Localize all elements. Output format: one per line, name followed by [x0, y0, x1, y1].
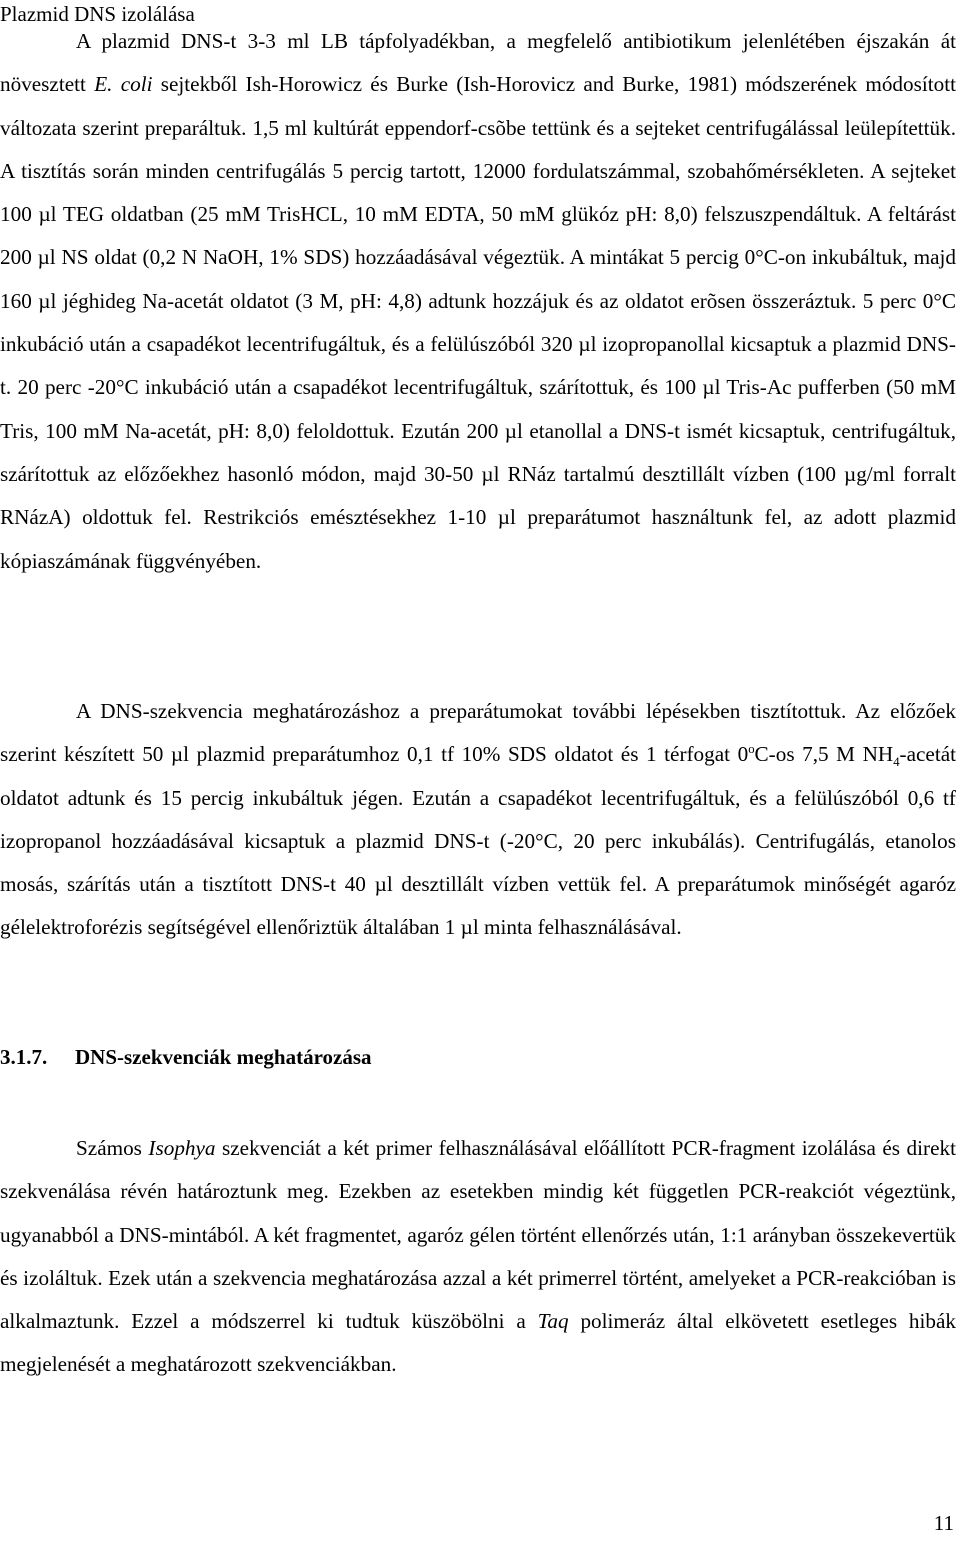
text-run: A DNS-szekvencia meghatározáshoz a preparátumokat további lépésekben tisztítottuk. Az előzőek szerint készített 50 µl plazmid preparátumhoz 0,1 tf 10% SDS oldatot és 1 térfogat 0: [0, 699, 956, 767]
text-run: szekvenciát a két primer felhasználásával előállított PCR-fragment izolálása és direkt szekvenálása révén határoztunk meg. Ezekben az esetekben mindig két független PCR-reakciót végeztünk, ugyanabból a DNS-mintából. A két fragmentet, agaróz gélen történt ellenőrzés után, 1:1 arányban összekevertük és izoláltuk. Ezek után a szekvencia meghatározása azzal a két primerrel történt, amelyeket a PCR-reakcióban is alkalmaztunk. Ezzel a módszerrel ki tudtuk küszöbölni a: [0, 1136, 956, 1334]
text-run: -acetát oldatot adtunk és 15 percig inkubáltuk jégen. Ezután a csapadékot lecentrifugáltuk, és a felülúszóból 0,6 tf izopropanol hozzáadásával kicsaptuk a plazmid DNS-t (-20°C, 20 perc inkubálás). Centrifugálás, etanolos mosás, szárítás után a tisztított DNS-t 40 µl desztillált vízben vettük fel. A preparátumok minőségét agaróz gélelektroforézis segítségével ellenőriztük általában 1 µl minta felhasználásával.: [0, 742, 956, 940]
text-run: sejtekből Ish-Horowicz és Burke (Ish-Horovicz and Burke, 1981) módszerének módosított változata szerint preparáltuk. 1,5 ml kultúrát eppendorf-csõbe tettünk és a sejteket centrifugálással leülepítettük. A tisztítás során minden centrifugálás 5 percig tartott, 12000 fordulatszámmal, szobahőmérsékleten. A sejteket 100 µl TEG oldatban (25 mM TrisHCL, 10 mM EDTA, 50 mM glükóz pH: 8,0) felszuszpendáltuk. A feltárást 200 µl NS oldat (0,2 N NaOH, 1% SDS) hozzáadásával végeztük. A mintákat 5 percig 0°C-on inkubáltuk, majd 160 µl jéghideg Na-acetát oldatot (3 M, pH: 4,8) adtunk hozzájuk és az oldatot erõsen összeráztuk. 5 perc 0°C inkubáció után a csapadékot lecentrifugáltuk, és a felülúszóból 320 µl izopropanollal kicsaptuk a plazmid DNS-t. 20 perc -20°C inkubáció után a csapadékot lecentrifugáltuk, szárítottuk, és 100 µl Tris-Ac pufferben (50 mM Tris, 100 mM Na-acetát, pH: 8,0) feloldottuk. Ezután 200 µl etanollal a DNS-t ismét kicsaptuk, centrifugáltuk, szárítottuk az előzőekhez hasonló módon, majd 30-50 µl RNáz tartalmú desztillált vízben (100 µg/ml forralt RNázA) oldottuk fel. Restrikciós emésztésekhez 1-10 µl preparátumot használtunk fel, az adott plazmid kópiaszámának függvényében.: [0, 72, 956, 573]
subsection-heading: [0, 1043, 372, 1071]
enzyme-name: Taq: [537, 1309, 569, 1334]
genus-name: Isophya: [148, 1136, 216, 1160]
species-name: E. coli: [94, 72, 153, 97]
text-run: polimeráz által elkövetett esetleges hibák megjelenését a meghatározott szekvenciákban.: [0, 1309, 956, 1377]
text-run: A plazmid DNS-t 3-3 ml LB tápfolyadékban, a megfelelő antibiotikum jelenlétében éjszakán át növesztett: [0, 29, 956, 97]
page-number: 11: [933, 1511, 954, 1535]
subsection-number: 3.1.7.: [0, 1045, 48, 1069]
text-run: C-os 7,5 M NH: [754, 742, 894, 767]
subscript: 4: [893, 755, 900, 770]
section-title: Plazmid DNS izolálása: [0, 2, 195, 26]
text-run: Számos: [76, 1136, 149, 1160]
superscript: o: [748, 742, 755, 757]
paragraph-plasmid-isolation: [0, 20, 956, 583]
subsection-title: DNS-szekvenciák meghatározása: [75, 1045, 372, 1069]
paragraph-dna-sequencing: [0, 1127, 956, 1387]
paragraph-sequencing-prep: [0, 690, 956, 950]
